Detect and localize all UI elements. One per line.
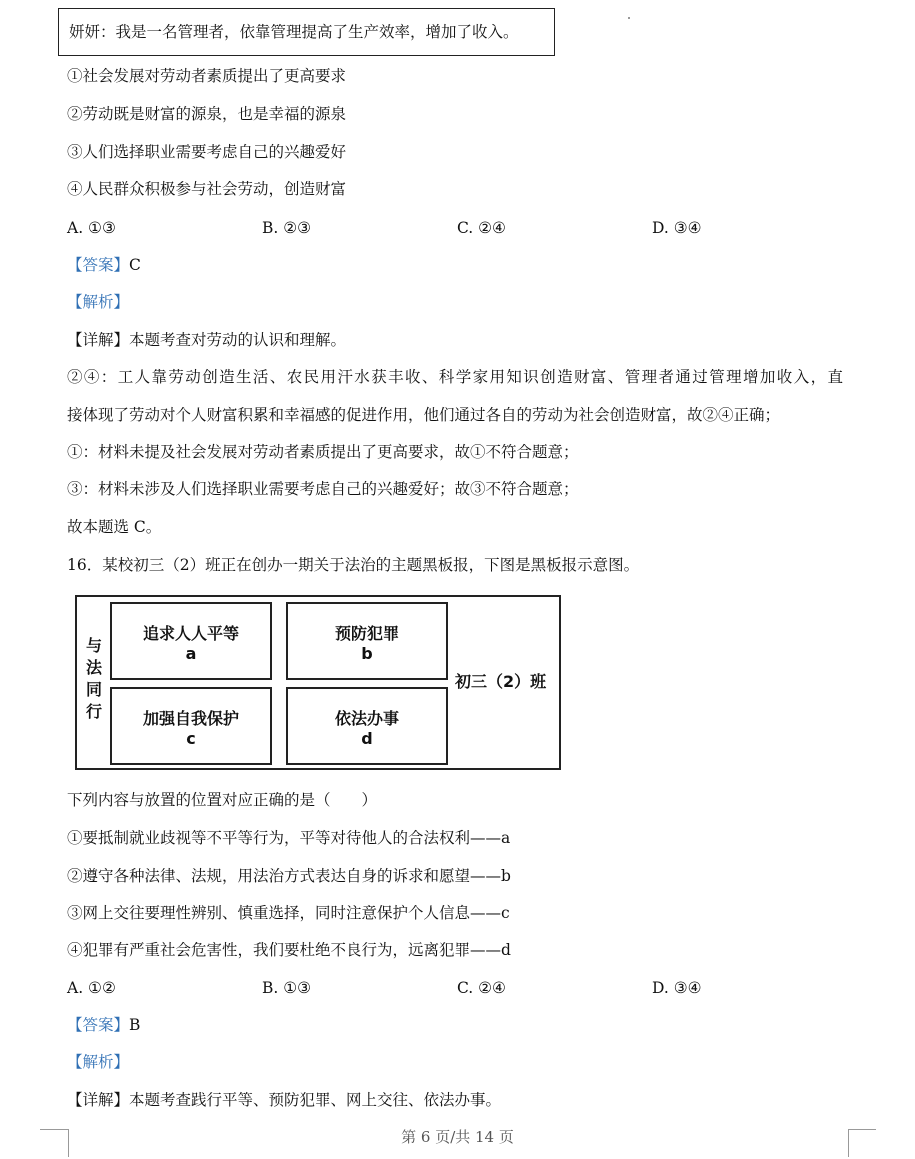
q15-answer <box>67 255 141 275</box>
q16-option-d: D. ③④ <box>652 979 702 997</box>
q15-statement-2: ②劳动既是财富的源泉，也是幸福的源泉 <box>67 105 347 123</box>
side-char: 同 <box>85 680 102 699</box>
scan-speck <box>628 17 630 19</box>
cell-key: a <box>185 644 197 663</box>
q16-detail: 【详解】本题考查践行平等、预防犯罪、网上交往、依法办事。 <box>67 1091 502 1109</box>
cell-title: 依法办事 <box>334 709 399 728</box>
q15-detail: 【详解】本题考查对劳动的认识和理解。 <box>67 331 347 349</box>
q15-option-b: B. ②③ <box>262 219 312 237</box>
q16-statement-3: ③网上交往要理性辨别、慎重选择，同时注意保护个人信息——c <box>67 904 510 922</box>
q15-option-d: D. ③④ <box>652 219 702 237</box>
q16-statement-4: ④犯罪有严重社会危害性，我们要杜绝不良行为，远离犯罪——d <box>67 941 511 959</box>
q16-statement-2: ②遵守各种法律、法规，用法治方式表达自身的诉求和愿望——b <box>67 867 511 885</box>
answer-tag: 【答案】 <box>67 1016 130 1034</box>
page-number: 第 6 页/共 14 页 <box>401 1128 514 1146</box>
q16-question: 下列内容与放置的位置对应正确的是（ ） <box>67 791 378 809</box>
answer-value: C <box>129 256 141 274</box>
q16-stem: 16．某校初三（2）班正在创办一期关于法治的主题黑板报，下图是黑板报示意图。 <box>67 556 640 574</box>
cell-key: d <box>361 729 373 748</box>
q15-conclusion: 故本题选 C。 <box>67 518 162 536</box>
q15-explain-line-2: 接体现了劳动对个人财富积累和幸福感的促进作用，他们通过各自的劳动为社会创造财富，故②④正确； <box>67 406 781 424</box>
q15-explain-line-4: ③：材料未涉及人们选择职业需要考虑自己的兴趣爱好；故③不符合题意； <box>67 480 579 498</box>
cell-key: b <box>361 644 373 663</box>
board-class-label: 初三（2）班 <box>455 672 547 691</box>
q16-option-c: C. ②④ <box>457 979 506 997</box>
side-char: 与 <box>85 636 102 655</box>
answer-tag: 【答案】 <box>67 256 130 274</box>
q16-options <box>67 978 847 998</box>
q15-statement-4: ④人民群众积极参与社会劳动，创造财富 <box>67 180 347 198</box>
q15-analysis-tag: 【解析】 <box>67 293 130 311</box>
q16-statement-1: ①要抵制就业歧视等不平等行为，平等对待他人的合法权利——a <box>67 829 511 847</box>
q16-answer <box>67 1015 140 1035</box>
q15-option-a: A. ①③ <box>67 219 116 237</box>
answer-value: B <box>129 1016 141 1034</box>
q15-options <box>67 218 847 238</box>
q15-statement-3: ③人们选择职业需要考虑自己的兴趣爱好 <box>67 143 347 161</box>
board-cell-b <box>286 602 448 680</box>
cell-title: 追求人人平等 <box>142 624 239 643</box>
q16-option-a: A. ①② <box>67 979 116 997</box>
cell-title: 加强自我保护 <box>142 709 239 728</box>
side-char: 行 <box>85 702 102 721</box>
q16-analysis-tag: 【解析】 <box>67 1053 130 1071</box>
board-cell-d <box>286 687 448 765</box>
blackboard-diagram <box>75 595 561 770</box>
quote-box: 妍妍：我是一名管理者，依靠管理提高了生产效率，增加了收入。 <box>58 8 555 56</box>
board-side-title <box>83 635 105 723</box>
cell-title: 预防犯罪 <box>334 624 399 643</box>
q15-statement-1: ①社会发展对劳动者素质提出了更高要求 <box>67 67 347 85</box>
cell-key: c <box>186 729 196 748</box>
side-char: 法 <box>85 658 102 677</box>
q15-explain-line-3: ①：材料未提及社会发展对劳动者素质提出了更高要求，故①不符合题意； <box>67 443 579 461</box>
board-cell-a <box>110 602 272 680</box>
q16-option-b: B. ①③ <box>262 979 312 997</box>
q15-option-c: C. ②④ <box>457 219 506 237</box>
q15-explain-line-1: ②④：工人靠劳动创造生活、农民用汗水获丰收、科学家用知识创造财富、管理者通过管理增加收入，直 <box>67 368 843 386</box>
board-cell-c <box>110 687 272 765</box>
